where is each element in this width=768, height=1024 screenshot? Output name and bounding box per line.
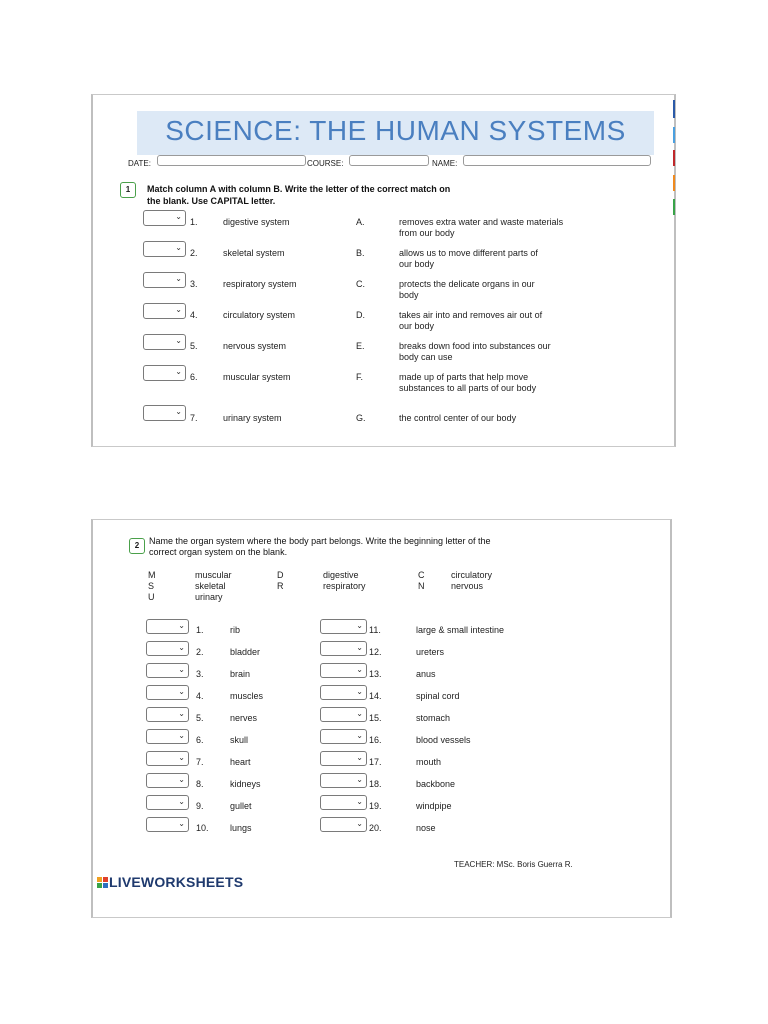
- key-code: R: [277, 581, 284, 591]
- body-part: brain: [230, 669, 251, 679]
- edge-mark: [673, 150, 675, 166]
- section-1-instructions-line2: the blank. Use CAPITAL letter.: [147, 196, 276, 206]
- section-2-badge: 2: [129, 538, 145, 554]
- answer-dropdown-s2-7[interactable]: [146, 751, 189, 766]
- body-part: spinal cord: [416, 691, 460, 701]
- chevron-down-icon: ⌄: [356, 819, 363, 828]
- chevron-down-icon: ⌄: [178, 775, 185, 784]
- chevron-down-icon: ⌄: [175, 212, 182, 221]
- answer-dropdown-s2-14[interactable]: [320, 685, 367, 700]
- course-field[interactable]: [349, 155, 429, 166]
- edge-mark: [673, 175, 675, 191]
- answer-dropdown-s2-5[interactable]: [146, 707, 189, 722]
- item-number: 5.: [196, 713, 204, 723]
- body-part: backbone: [416, 779, 456, 789]
- key-name: skeletal: [195, 581, 226, 591]
- answer-dropdown-s2-10[interactable]: [146, 817, 189, 832]
- chevron-down-icon: ⌄: [178, 643, 185, 652]
- item-number: 15.: [369, 713, 382, 723]
- chevron-down-icon: ⌄: [175, 274, 182, 283]
- body-part: kidneys: [230, 779, 261, 789]
- answer-dropdown-s2-12[interactable]: [320, 641, 367, 656]
- section-2-instructions-line1: Name the organ system where the body part belongs. Write the beginning letter of the: [149, 536, 491, 546]
- item-number: 19.: [369, 801, 382, 811]
- body-part: muscles: [230, 691, 264, 701]
- key-name: digestive: [323, 570, 359, 580]
- answer-dropdown-s2-6[interactable]: [146, 729, 189, 744]
- name-label: NAME:: [432, 159, 458, 168]
- item-description: breaks down food into substances our body can use: [399, 341, 551, 362]
- item-term: circulatory system: [223, 310, 296, 320]
- body-part: rib: [230, 625, 241, 635]
- item-description: protects the delicate organs in our body: [399, 279, 535, 300]
- answer-dropdown-1[interactable]: [143, 210, 186, 226]
- item-number: 5.: [190, 341, 198, 351]
- item-number: 1.: [196, 625, 204, 635]
- answer-dropdown-6[interactable]: [143, 365, 186, 381]
- body-part: nerves: [230, 713, 258, 723]
- item-number: 7.: [190, 413, 198, 423]
- item-number: 4.: [196, 691, 204, 701]
- key-name: muscular: [195, 570, 232, 580]
- answer-dropdown-s2-15[interactable]: [320, 707, 367, 722]
- worksheet-part-2: [91, 519, 672, 918]
- body-part: heart: [230, 757, 251, 767]
- item-description: made up of parts that help move substances to all parts of our body: [399, 372, 537, 393]
- item-description: allows us to move different parts of our body: [399, 248, 538, 269]
- body-part: large & small intestine: [416, 625, 505, 635]
- item-term: respiratory system: [223, 279, 297, 289]
- item-number: 14.: [369, 691, 382, 701]
- page-title: SCIENCE: THE HUMAN SYSTEMS: [165, 115, 626, 146]
- edge-mark: [673, 127, 675, 143]
- answer-dropdown-s2-4[interactable]: [146, 685, 189, 700]
- key-code: N: [418, 581, 425, 591]
- chevron-down-icon: ⌄: [356, 731, 363, 740]
- key-code: C: [418, 570, 425, 580]
- date-field[interactable]: [157, 155, 306, 166]
- chevron-down-icon: ⌄: [178, 621, 185, 630]
- chevron-down-icon: ⌄: [178, 753, 185, 762]
- item-term: urinary system: [223, 413, 282, 423]
- chevron-down-icon: ⌄: [175, 407, 182, 416]
- section-1-badge: 1: [120, 182, 136, 198]
- key-code: M: [148, 570, 156, 580]
- body-part: windpipe: [416, 801, 452, 811]
- item-letter: F.: [356, 372, 364, 382]
- item-term: digestive system: [223, 217, 290, 227]
- answer-dropdown-s2-17[interactable]: [320, 751, 367, 766]
- item-letter: G.: [356, 413, 366, 423]
- answer-dropdown-5[interactable]: [143, 334, 186, 350]
- item-number: 2.: [190, 248, 198, 258]
- chevron-down-icon: ⌄: [175, 305, 182, 314]
- answer-dropdown-s2-13[interactable]: [320, 663, 367, 678]
- brand-text: LIVEWORKSHEETS: [109, 874, 244, 890]
- item-number: 7.: [196, 757, 204, 767]
- chevron-down-icon: ⌄: [356, 643, 363, 652]
- item-number: 9.: [196, 801, 204, 811]
- teacher-credit: TEACHER: MSc. Boris Guerra R.: [454, 860, 573, 869]
- item-letter: E.: [356, 341, 365, 351]
- body-part: bladder: [230, 647, 261, 657]
- answer-dropdown-s2-16[interactable]: [320, 729, 367, 744]
- chevron-down-icon: ⌄: [356, 797, 363, 806]
- item-term: skeletal system: [223, 248, 285, 258]
- item-term: muscular system: [223, 372, 291, 382]
- item-description: the control center of our body: [399, 413, 517, 423]
- body-part: mouth: [416, 757, 442, 767]
- answer-dropdown-s2-18[interactable]: [320, 773, 367, 788]
- item-letter: C.: [356, 279, 365, 289]
- answer-dropdown-s2-11[interactable]: [320, 619, 367, 634]
- item-number: 18.: [369, 779, 382, 789]
- answer-dropdown-s2-1[interactable]: [146, 619, 189, 634]
- item-number: 1.: [190, 217, 198, 227]
- chevron-down-icon: ⌄: [175, 336, 182, 345]
- item-description: takes air into and removes air out of our body: [399, 310, 543, 331]
- date-label: DATE:: [128, 159, 151, 168]
- body-part: skull: [230, 735, 249, 745]
- chevron-down-icon: ⌄: [356, 709, 363, 718]
- item-number: 2.: [196, 647, 204, 657]
- name-field[interactable]: [463, 155, 651, 166]
- chevron-down-icon: ⌄: [175, 243, 182, 252]
- edge-mark: [673, 199, 675, 215]
- body-part: anus: [416, 669, 436, 679]
- chevron-down-icon: ⌄: [178, 731, 185, 740]
- item-number: 3.: [196, 669, 204, 679]
- answer-dropdown-4[interactable]: [143, 303, 186, 319]
- item-letter: B.: [356, 248, 365, 258]
- key-name: circulatory: [451, 570, 493, 580]
- chevron-down-icon: ⌄: [178, 819, 185, 828]
- body-part: ureters: [416, 647, 445, 657]
- answer-dropdown-s2-9[interactable]: [146, 795, 189, 810]
- body-part: gullet: [230, 801, 252, 811]
- chevron-down-icon: ⌄: [175, 367, 182, 376]
- chevron-down-icon: ⌄: [178, 797, 185, 806]
- item-number: 13.: [369, 669, 382, 679]
- body-part: blood vessels: [416, 735, 471, 745]
- liveworksheets-logo-icon: [97, 877, 108, 888]
- item-number: 3.: [190, 279, 198, 289]
- chevron-down-icon: ⌄: [356, 621, 363, 630]
- chevron-down-icon: ⌄: [178, 709, 185, 718]
- chevron-down-icon: ⌄: [356, 775, 363, 784]
- answer-dropdown-s2-2[interactable]: [146, 641, 189, 656]
- item-number: 8.: [196, 779, 204, 789]
- answer-dropdown-7[interactable]: [143, 405, 186, 421]
- answer-dropdown-3[interactable]: [143, 272, 186, 288]
- item-letter: D.: [356, 310, 365, 320]
- chevron-down-icon: ⌄: [356, 665, 363, 674]
- answer-dropdown-s2-8[interactable]: [146, 773, 189, 788]
- chevron-down-icon: ⌄: [356, 753, 363, 762]
- item-term: nervous system: [223, 341, 287, 351]
- key-name: urinary: [195, 592, 223, 602]
- item-number: 10.: [196, 823, 209, 833]
- item-letter: A.: [356, 217, 365, 227]
- key-code: U: [148, 592, 155, 602]
- edge-mark: [673, 100, 675, 118]
- item-number: 12.: [369, 647, 382, 657]
- key-code: D: [277, 570, 284, 580]
- answer-dropdown-s2-19[interactable]: [320, 795, 367, 810]
- body-part: lungs: [230, 823, 252, 833]
- item-description: removes extra water and waste materials from our body: [399, 217, 564, 238]
- key-name: respiratory: [323, 581, 366, 591]
- item-number: 16.: [369, 735, 382, 745]
- body-part: nose: [416, 823, 436, 833]
- item-number: 17.: [369, 757, 382, 767]
- section-1-instructions-line1: Match column A with column B. Write the letter of the correct match on: [147, 184, 451, 194]
- item-number: 6.: [190, 372, 198, 382]
- chevron-down-icon: ⌄: [356, 687, 363, 696]
- chevron-down-icon: ⌄: [178, 665, 185, 674]
- item-number: 4.: [190, 310, 198, 320]
- answer-dropdown-s2-20[interactable]: [320, 817, 367, 832]
- worksheet-part-1: [91, 94, 676, 447]
- liveworksheets-brand: [97, 874, 243, 890]
- key-code: S: [148, 581, 155, 591]
- chevron-down-icon: ⌄: [178, 687, 185, 696]
- course-label: COURSE:: [307, 159, 344, 168]
- answer-dropdown-s2-3[interactable]: [146, 663, 189, 678]
- item-number: 11.: [369, 625, 381, 635]
- section-2-instructions-line2: correct organ system on the blank.: [149, 547, 288, 557]
- item-number: 20.: [369, 823, 382, 833]
- item-number: 6.: [196, 735, 204, 745]
- body-part: stomach: [416, 713, 451, 723]
- answer-dropdown-2[interactable]: [143, 241, 186, 257]
- key-name: nervous: [451, 581, 484, 591]
- title-banner: [137, 111, 654, 155]
